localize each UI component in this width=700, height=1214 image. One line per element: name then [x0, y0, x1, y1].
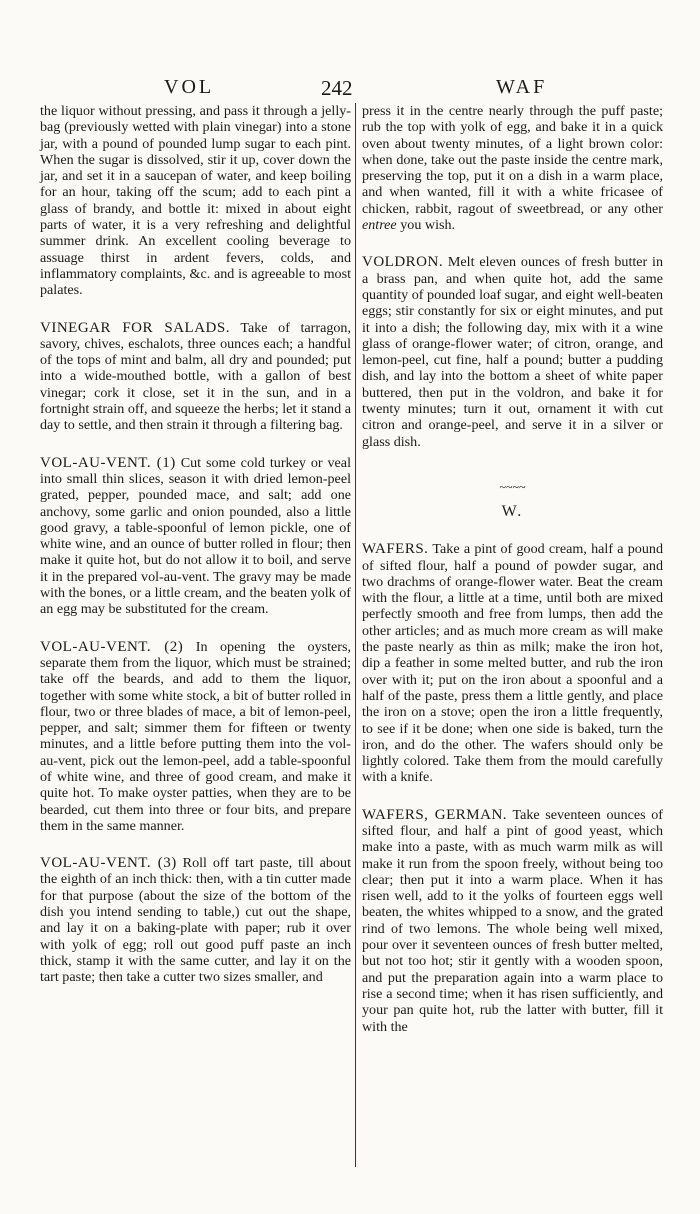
column-divider	[355, 103, 356, 1167]
entry-italic-word: entree	[362, 217, 397, 234]
entry-text: Melt eleven ounces of fresh butter in a brass pan, and when quite hot, add the same quantity of pounded loaf sugar, and eight well-beaten eggs; stir constantly for six or eight minutes, and put it into a dish; the following day, mix with it a wine glass of orange-flower water; of citron, orange, and lemon-peel, cut fine, half a pound; butter a pudding dish, and lay into the bottom a sheet of white paper buttered, then put in the voldron, and bake it for twenty minutes; turn it out, ornament it with cut citron and orange-peel, and serve it in a silver or glass dish.	[362, 254, 663, 450]
entry-text: press it in the centre nearly through the puff paste; rub the top with yolk of egg, and bake it in a quick oven about twenty minutes, of a light brown color: when done, take out the paste inside the centre mark, preserving the top, put it on a dish in a warm place, and when wanted, fill it with a white fricasee of chicken, rabbit, ragout of sweetbread, or any other	[362, 103, 663, 217]
entry-title: VOL-AU-VENT. (2)	[40, 638, 184, 655]
entry-text: Take seventeen ounces of sifted flour, and half a pint of good yeast, which make into a paste, with as much warm milk as will make it run from the spoon freely, without being too clear; then put it into a warm place. When it has risen well, add to it the yolks of fourteen eggs well beaten, the whites whipped to a snow, and the grated rind of two lemons. The whole being well mixed, pour over it seventeen ounces of fresh butter melted, but not too hot; stir it gently with a wooden spoon, and put the preparation again into a warm place to rise a second time; when it has risen sufficiently, and your pan quite hot, rub the latter with butter, fill it with the	[362, 806, 663, 1035]
entry-vol-au-vent-1	[40, 455, 351, 618]
header-left: VOL	[164, 76, 215, 98]
entry-continuation	[40, 103, 351, 299]
entry-continuation	[362, 103, 663, 233]
entry-title: VINEGAR FOR SALADS.	[40, 319, 230, 336]
entry-title: WAFERS.	[362, 541, 429, 558]
entry-text: the liquor without pressing, and pass it through a jelly-bag (previously wetted with plain vinegar) into a stone jar, with a pound of pounded lump sugar to each pint. When the sugar is dissolved, stir it up, cover down the jar, and set it in a saucepan of water, and keep boiling for an hour, taking off the scum; add to each pint a glass of brandy, and bottle it: mixed in about eight parts of water, it is a very refreshing and delightful summer drink. An excellent cooling beverage to assuage thirst in ardent fevers, colds, and inflammatory complaints, &c. and is agreeable to most palates.	[40, 103, 351, 299]
entry-wafers	[362, 541, 663, 785]
entry-title: VOLDRON.	[362, 254, 444, 271]
running-header	[0, 76, 700, 106]
entry-voldron	[362, 254, 663, 450]
header-right: WAF	[496, 76, 548, 98]
page-number: 242	[321, 76, 353, 100]
left-column	[40, 103, 351, 986]
entry-wafers-german	[362, 807, 663, 1035]
right-column	[362, 103, 663, 1035]
entry-vol-au-vent-2	[40, 639, 351, 835]
entry-text: Roll off tart paste, till about the eighth of an inch thick: then, with a tin cutter made for that purpose (about the size of the bottom of the dish you intend sending to table,) cut out the shape, and lay it on a baking-plate with paper; rub it over with yolk of egg; roll out good puff paste an inch thick, stamp it with the same cutter, and lay it on the tart paste; then take a cutter two sizes smaller, and	[40, 855, 351, 986]
entry-title: VOL-AU-VENT. (1)	[40, 454, 176, 471]
entry-title: VOL-AU-VENT. (3)	[40, 855, 177, 872]
entry-vol-au-vent-3	[40, 855, 351, 985]
entry-text: Take of tarragon, savory, chives, eschalots, three ounces each; a handful of the tops of mint and balm, all dry and pounded; put into a wide-mouthed bottle, with a gallon of best vinegar; cork it close, set it in the sun, and in a fortnight strain off, and squeeze the herbs; let it stand a day to settle, and then strain it through a filtering bag.	[40, 319, 351, 434]
section-letter: W.	[501, 502, 524, 520]
entry-text: Take a pint of good cream, half a pound of sifted flour, half a pound of powder sugar, and two drachms of orange-flower water. Beat the cream with the flour, a little at a time, until both are mixed perfectly smooth and free from lumps, then add the other articles; and as much more cream as will make the paste nearly as thin as milk; make the iron hot, dip a feather in some melted butter, and rub the iron over with it; put on the iron about a spoonful and a half of the paste, press them a little gently, and place the iron on a stove; open the iron a little frequently, to see if it be done; when one side is baked, turn the iron, and do the other. The wafers should only be lightly colored. Take them from the mould carefully with a knife.	[362, 541, 663, 786]
entry-text-end: you wish.	[396, 217, 456, 234]
entry-text: Cut some cold turkey or veal into small thin slices, season it with dried lemon-peel grated, pepper, pounded mace, and salt; add one anchovy, some garlic and onion pounded, also a little good gravy, a table-spoonful of lemon pickle, one of white wine, and an ounce of butter rolled in flour; then make it quite hot, but do not allow it to boil, and serve it in the prepared vol-au-vent. The gravy may be made with the bones, or a little cream, and the beaten yolk of an egg may be substituted for the cream.	[40, 454, 351, 618]
entry-vinegar-for-salads	[40, 320, 351, 434]
entry-text: In opening the oysters, separate them from the liquor, which must be strained; take off the beards, and add to them the liquor, together with some white stock, a bit of butter rolled in flour, two or three blades of mace, a bit of lemon-peel, pepper, and salt; simmer them for fifteen or twenty minutes, and a little before putting them into the vol-au-vent, pick out the lemon-peel, add a table-spoonful of white wine, and three of good cream, and make it quite hot. To make oyster patties, when they are to be bearded, cut them into three or four bits, and prepare them in the same manner.	[40, 638, 351, 834]
entry-title: WAFERS, GERMAN.	[362, 806, 508, 823]
section-divider: ~~~~	[499, 479, 526, 494]
